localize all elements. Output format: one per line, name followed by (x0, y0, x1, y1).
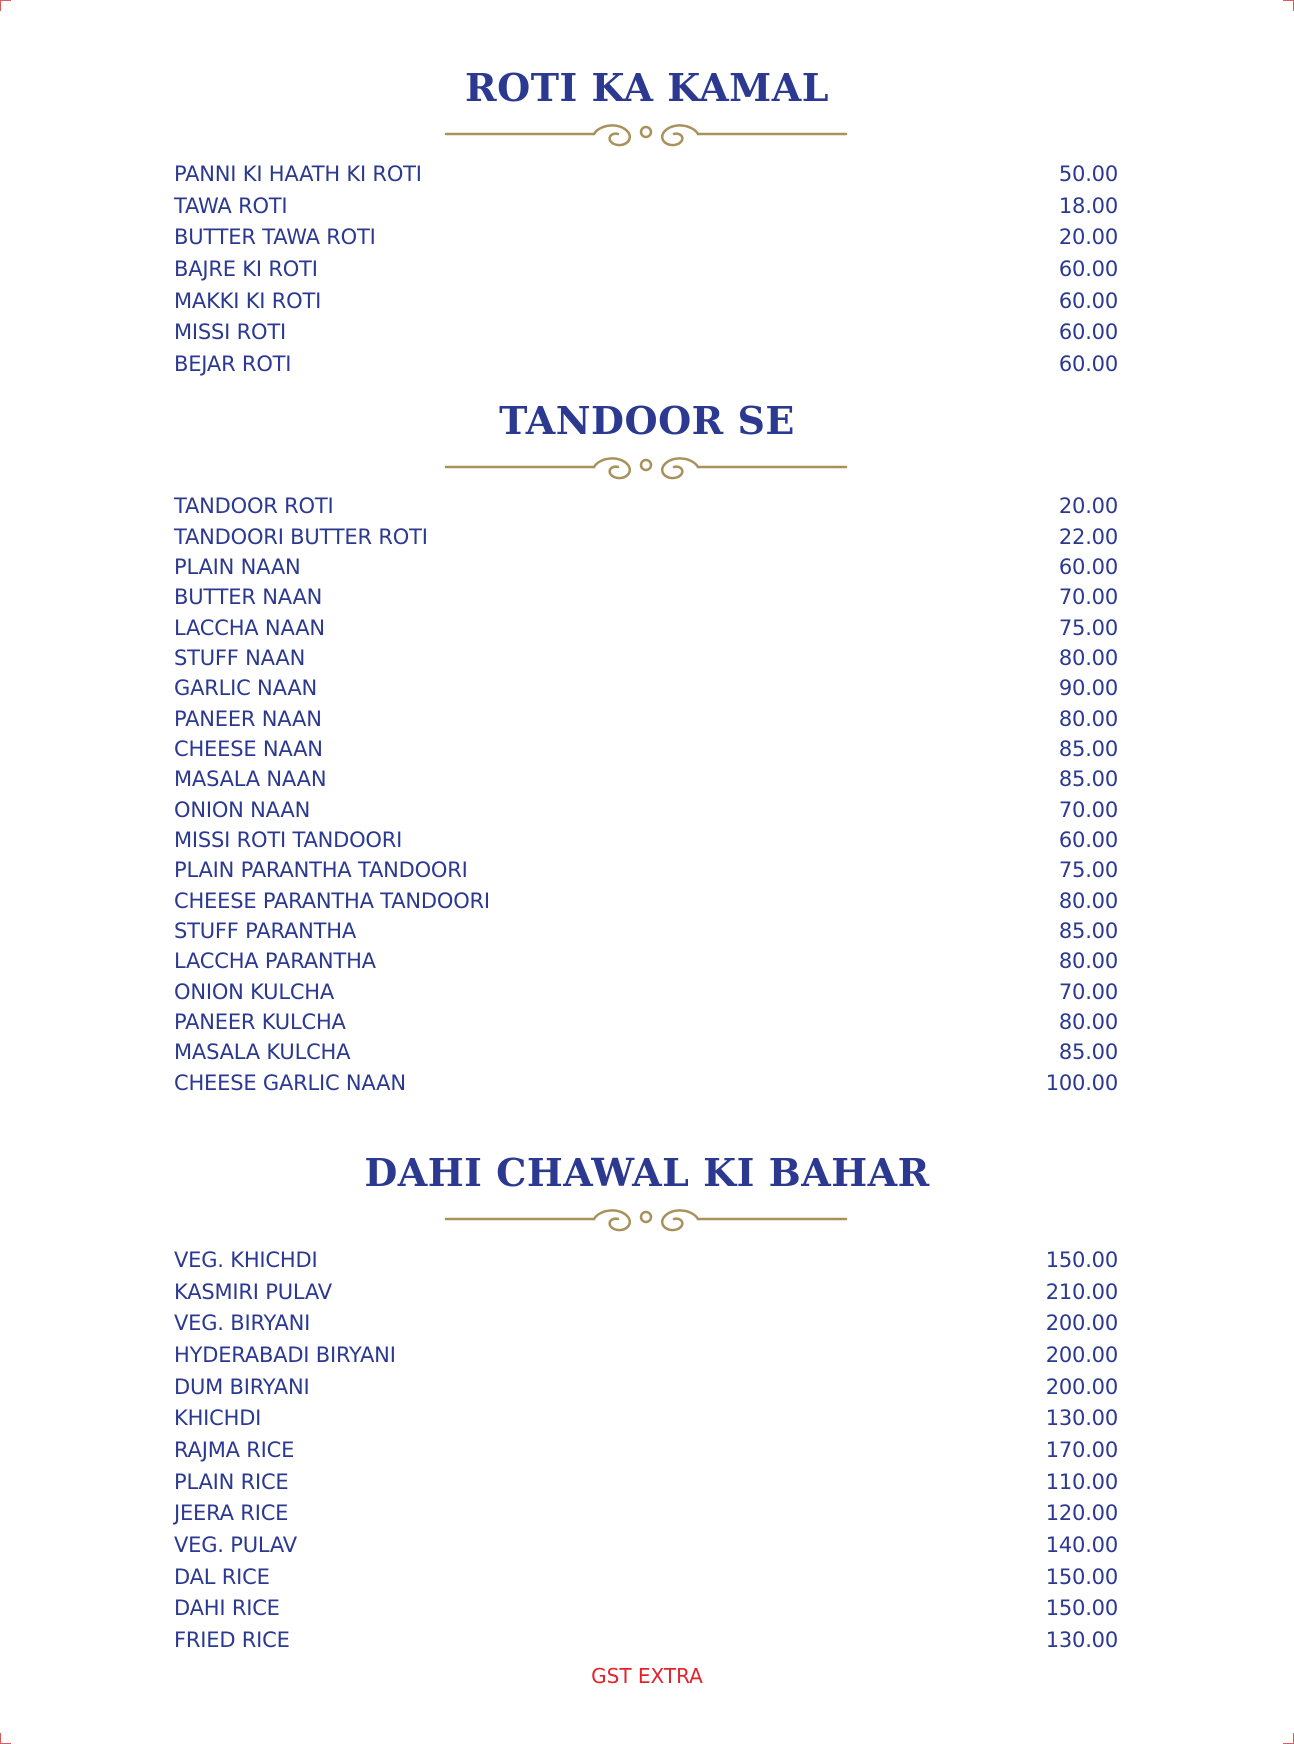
item-price: 150.00 (1045, 1596, 1118, 1621)
item-price: 70.00 (1058, 797, 1118, 822)
section-title-tandoor-se: TANDOOR SE (499, 398, 795, 443)
menu-item (174, 1307, 1118, 1339)
item-price: 210.00 (1045, 1279, 1118, 1304)
item-name: BUTTER TAWA ROTI (174, 225, 376, 250)
menu-item (174, 1529, 1118, 1561)
item-price: 130.00 (1045, 1628, 1118, 1653)
item-name: MASALA NAAN (174, 767, 327, 792)
menu-item (174, 1007, 1118, 1037)
item-name: TANDOORI BUTTER ROTI (174, 524, 428, 549)
item-price: 140.00 (1045, 1533, 1118, 1558)
item-price: 170.00 (1045, 1437, 1118, 1462)
menu-item (174, 916, 1118, 946)
crop-mark-bottom-right (1283, 1733, 1294, 1744)
item-price: 85.00 (1058, 1040, 1118, 1065)
item-name: CHEESE GARLIC NAAN (174, 1070, 406, 1095)
item-price: 85.00 (1058, 918, 1118, 943)
item-price: 80.00 (1058, 645, 1118, 670)
item-price: 85.00 (1058, 736, 1118, 761)
item-price: 85.00 (1058, 767, 1118, 792)
item-name: ONION NAAN (174, 797, 311, 822)
item-price: 80.00 (1058, 888, 1118, 913)
crop-mark-top-left (0, 0, 11, 11)
item-name: PLAIN PARANTHA TANDOORI (174, 858, 468, 883)
item-price: 200.00 (1045, 1311, 1118, 1336)
menu-item (174, 1498, 1118, 1530)
menu-item (174, 885, 1118, 915)
item-name: JEERA RICE (174, 1501, 289, 1526)
item-price: 90.00 (1058, 676, 1118, 701)
item-name: MAKKI KI ROTI (174, 288, 322, 313)
menu-item (174, 491, 1118, 521)
menu-item (174, 158, 1118, 190)
item-price: 150.00 (1045, 1564, 1118, 1589)
menu-item (174, 1593, 1118, 1625)
flourish-divider-icon (444, 1201, 848, 1237)
menu-item (174, 703, 1118, 733)
item-price: 70.00 (1058, 979, 1118, 1004)
item-price: 75.00 (1058, 858, 1118, 883)
menu-item (174, 1244, 1118, 1276)
menu-item (174, 673, 1118, 703)
item-name: PANEER NAAN (174, 706, 322, 731)
menu-item (174, 946, 1118, 976)
menu-item (174, 1624, 1118, 1656)
menu-item (174, 1466, 1118, 1498)
menu-item (174, 190, 1118, 222)
item-price: 130.00 (1045, 1406, 1118, 1431)
section-title-dahi-chawal-ki-bahar: DAHI CHAWAL KI BAHAR (364, 1150, 930, 1195)
item-name: VEG. BIRYANI (174, 1311, 311, 1336)
item-price: 75.00 (1058, 615, 1118, 640)
menu-item (174, 1434, 1118, 1466)
item-name: STUFF NAAN (174, 645, 306, 670)
item-name: VEG. PULAV (174, 1533, 297, 1558)
menu-item (174, 582, 1118, 612)
item-price: 60.00 (1058, 827, 1118, 852)
item-name: MISSI ROTI (174, 320, 286, 345)
item-price: 22.00 (1058, 524, 1118, 549)
item-price: 120.00 (1045, 1501, 1118, 1526)
menu-item (174, 521, 1118, 551)
menu-list-dahi-chawal-ki-bahar (174, 1244, 1118, 1656)
item-name: DUM BIRYANI (174, 1374, 310, 1399)
menu-item (174, 1339, 1118, 1371)
item-name: GARLIC NAAN (174, 676, 317, 701)
menu-list-tandoor-se (174, 491, 1118, 1098)
item-price: 200.00 (1045, 1374, 1118, 1399)
item-name: DAHI RICE (174, 1596, 280, 1621)
gst-note: GST EXTRA (591, 1664, 703, 1688)
item-price: 60.00 (1058, 320, 1118, 345)
menu-item (174, 1561, 1118, 1593)
item-price: 100.00 (1045, 1070, 1118, 1095)
item-price: 150.00 (1045, 1247, 1118, 1272)
flourish-divider-icon (444, 116, 848, 152)
menu-item (174, 348, 1118, 380)
item-name: LACCHA PARANTHA (174, 949, 376, 974)
item-price: 60.00 (1058, 256, 1118, 281)
menu-item (174, 734, 1118, 764)
item-name: STUFF PARANTHA (174, 918, 357, 943)
menu-item (174, 612, 1118, 642)
item-price: 60.00 (1058, 554, 1118, 579)
menu-item (174, 794, 1118, 824)
section-title-roti-ka-kamal: ROTI KA KAMAL (465, 65, 829, 110)
menu-item (174, 764, 1118, 794)
menu-item (174, 825, 1118, 855)
item-name: FRIED RICE (174, 1628, 290, 1653)
menu-item (174, 221, 1118, 253)
item-price: 18.00 (1058, 193, 1118, 218)
item-name: TAWA ROTI (174, 193, 288, 218)
item-name: BAJRE KI ROTI (174, 256, 318, 281)
menu-item (174, 977, 1118, 1007)
item-name: MASALA KULCHA (174, 1040, 351, 1065)
item-name: BUTTER NAAN (174, 585, 323, 610)
item-name: CHEESE NAAN (174, 736, 323, 761)
item-price: 70.00 (1058, 585, 1118, 610)
item-name: PANEER KULCHA (174, 1010, 346, 1035)
menu-item (174, 552, 1118, 582)
item-name: CHEESE PARANTHA TANDOORI (174, 888, 490, 913)
menu-item (174, 1037, 1118, 1067)
item-price: 60.00 (1058, 288, 1118, 313)
item-price: 110.00 (1045, 1469, 1118, 1494)
item-price: 20.00 (1058, 494, 1118, 519)
menu-item (174, 1276, 1118, 1308)
item-name: LACCHA NAAN (174, 615, 325, 640)
item-name: TANDOOR ROTI (174, 494, 334, 519)
menu-list-roti-ka-kamal (174, 158, 1118, 380)
item-name: ONION KULCHA (174, 979, 335, 1004)
crop-mark-bottom-left (0, 1733, 11, 1744)
menu-item (174, 316, 1118, 348)
item-name: VEG. KHICHDI (174, 1247, 318, 1272)
item-name: PLAIN RICE (174, 1469, 289, 1494)
item-price: 80.00 (1058, 706, 1118, 731)
menu-item (174, 1402, 1118, 1434)
item-name: HYDERABADI BIRYANI (174, 1342, 396, 1367)
item-name: RAJMA RICE (174, 1437, 295, 1462)
flourish-divider-icon (444, 449, 848, 485)
item-price: 60.00 (1058, 351, 1118, 376)
menu-item (174, 643, 1118, 673)
item-name: KASMIRI PULAV (174, 1279, 332, 1304)
item-name: DAL RICE (174, 1564, 270, 1589)
item-name: PLAIN NAAN (174, 554, 301, 579)
item-price: 80.00 (1058, 1010, 1118, 1035)
item-price: 80.00 (1058, 949, 1118, 974)
menu-item (174, 253, 1118, 285)
item-name: KHICHDI (174, 1406, 262, 1431)
item-price: 50.00 (1058, 161, 1118, 186)
item-name: BEJAR ROTI (174, 351, 292, 376)
menu-item (174, 855, 1118, 885)
crop-mark-top-right (1283, 0, 1294, 11)
item-price: 20.00 (1058, 225, 1118, 250)
menu-item (174, 1371, 1118, 1403)
item-name: MISSI ROTI TANDOORI (174, 827, 403, 852)
item-name: PANNI KI HAATH KI ROTI (174, 161, 422, 186)
menu-item (174, 285, 1118, 317)
menu-item (174, 1068, 1118, 1098)
item-price: 200.00 (1045, 1342, 1118, 1367)
